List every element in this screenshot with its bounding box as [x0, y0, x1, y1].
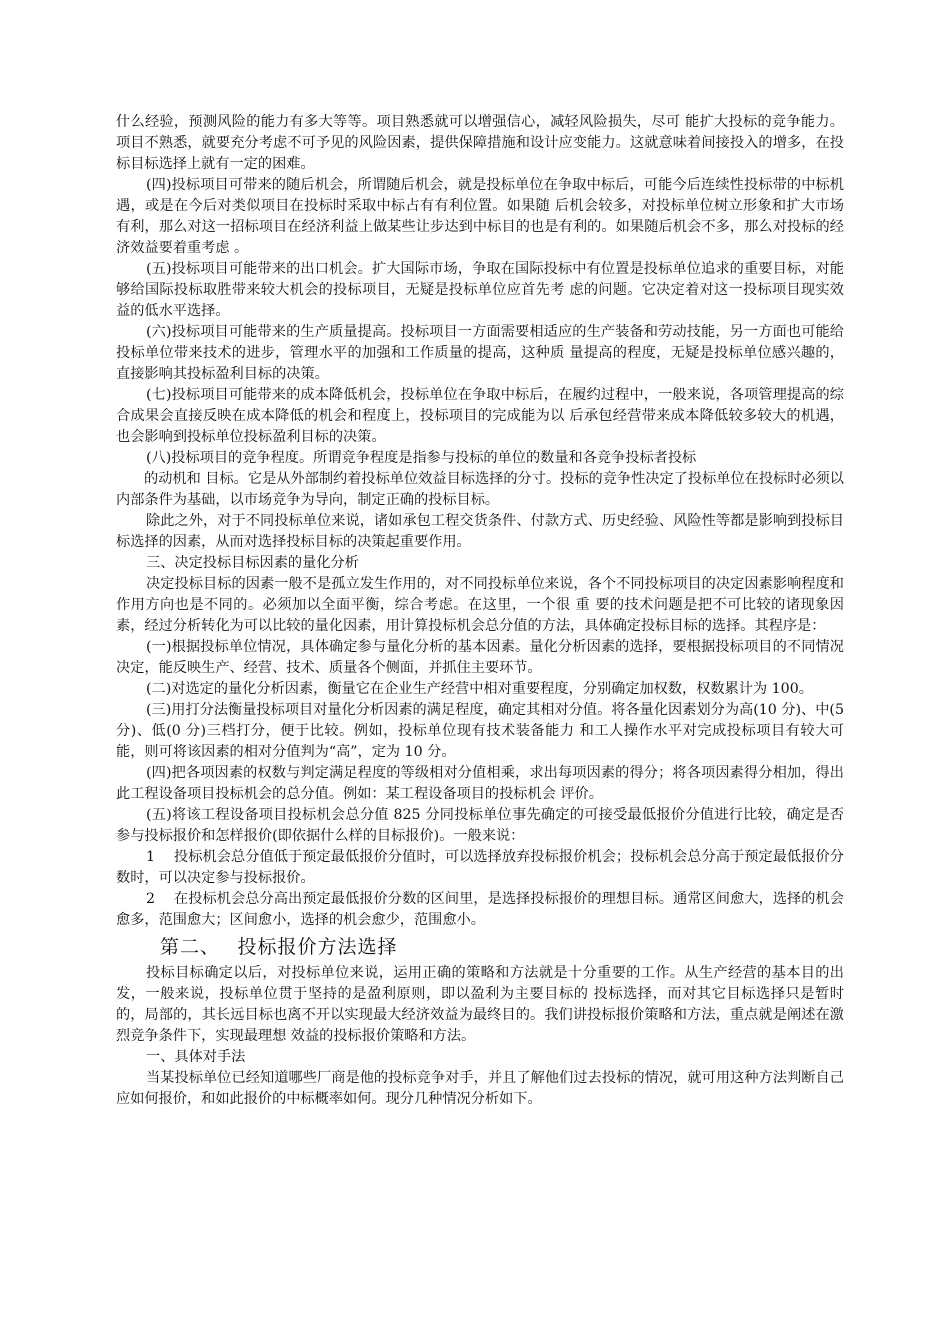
paragraph-step-3: (三)用打分法衡量投标项目对量化分析因素的满足程度，确定其相对分值。将各量化因素划分为高(10 分)、中(5 分)、低(0 分)三档打分，便于比较。例如，投标单位现有技术装备能力 和工人操作水平对完成投标项目有较大可能，则可将该因素的相对分值判为“高”，定为 10 分。: [116, 702, 844, 760]
paragraph-follow-up-opportunity: (四)投标项目可带来的随后机会，所谓随后机会，就是投标单位在争取中标后，可能今后连续性投标带的中标机遇，或是在今后对类似项目在投标时采取中标占有有利位置。如果随 后机会较多，对投标单位树立形象和扩大市场有利，那么对这一招标项目在经济利益上做某些让步达到中标目的也是有利的。如果随后机会不多，那么对投标的经济效益要着重考虑 。: [116, 177, 844, 256]
paragraph-export-opportunity: (五)投标项目可能带来的出口机会。扩大国际市场，争取在国际投标中有位置是投标单位追求的重要目标，对能够给国际投标取胜带来较大机会的投标项目，无疑是投标单位应首先考 虑的问题。它决定着对这一投标项目现实效益的低水平选择。: [116, 261, 844, 319]
paragraph-competition-degree: (八)投标项目的竞争程度。所谓竞争程度是指参与投标的单位的数量和各竞争投标者投标: [146, 450, 697, 466]
paragraph-step-1: (一)根据投标单位情况，具体确定参与量化分析的基本因素。量化分析因素的选择，要根据投标项目的不同情况决定，能反映生产、经营、技术、质量各个侧面，并抓住主要环节。: [116, 639, 844, 676]
paragraph-specific-opponent: 当某投标单位已经知道哪些厂商是他的投标竞争对手，并且了解他们过去投标的情况，就可用这种方法判断自己应如何报价，和如此报价的中标概率如何。现分几种情况分析如下。: [116, 1070, 844, 1107]
paragraph-cost-reduction: (七)投标项目可能带来的成本降低机会，投标单位在争取中标后，在履约过程中，一般来说，各项管理提高的综合成果会直接反映在成本降低的机会和程度上，投标项目的完成能为以 后承包经营带来成本降低较多较大的机遇，也会影响到投标单位投标盈利目标的决策。: [116, 387, 844, 445]
document-body: [116, 112, 844, 1110]
section-title-quantitative-analysis: 三、决定投标目标因素的量化分析: [146, 555, 359, 571]
paragraph-step-4: (四)把各项因素的权数与判定满足程度的等级相对分值相乘，求出每项因素的得分；将各项因素得分相加，得出此工程设备项目投标机会的总分值。例如：某工程设备项目的投标机会 评价。: [116, 765, 844, 802]
paragraph-other-factors: 除此之外，对于不同投标单位来说，诸如承包工程交货条件、付款方式、历史经验、风险性等都是影响到投标目标选择的因素，从而对选择投标目标的决策起重要作用。: [116, 513, 844, 550]
paragraph-risk-experience: 什么经验，预测风险的能力有多大等等。项目熟悉就可以增强信心，减轻风险损失，尽可 能扩大投标的竞争能力。项目不熟悉，就要充分考虑不可予见的风险因素，提供保障措施和设计应变能力。这就意味着间接投入的增多，在投标目标选择上就有一定的困难。: [116, 114, 844, 172]
paragraph-quality-improvement: (六)投标项目可能带来的生产质量提高。投标项目一方面需要相适应的生产装备和劳动技能，另一方面也可能给投标单位带来技术的进步，管理水平的加强和工作质量的提高，这种质 量提高的程度，无疑是投标单位感兴趣的，直接影响其投标盈利目标的决策。: [116, 324, 844, 382]
paragraph-quantitative-intro: 决定投标目标的因素一般不是孤立发生作用的，对不同投标单位来说，各个不同投标项目的决定因素影响程度和作用方向也是不同的。必须加以全面平衡，综合考虑。在这里，一个很 重 要的技术问题是把不可比较的诸现象因素，经过分析转化为可以比较的量化因素，用计算投标机会总分值的方法，具体确定投标目标的选择。其程序是：: [116, 576, 844, 634]
paragraph-rule-2: 2 在投标机会总分高出预定最低报价分数的区间里，是选择投标报价的理想目标。通常区间愈大，选择的机会愈多，范围愈大；区间愈小，选择的机会愈少，范围愈小。: [116, 891, 844, 928]
paragraph-rule-1: 1 投标机会总分值低于预定最低报价分值时，可以选择放弃投标报价机会；投标机会总分高于预定最低报价分数时，可以决定参与投标报价。: [116, 849, 844, 886]
chapter-heading: 第二、 投标报价方法选择: [160, 936, 398, 958]
paragraph-competition-degree-cont: 的动机和 目标。它是从外部制约着投标单位效益目标选择的分寸。投标的竞争性决定了投标单位在投标时必须以内部条件为基础，以市场竞争为导向，制定正确的投标目标。: [116, 471, 844, 508]
paragraph-step-5: (五)将该工程设备项目投标机会总分值 825 分同投标单位事先确定的可接受最低报价分值进行比较，确定是否参与投标报价和怎样报价(即依据什么样的目标报价)。一般来说：: [116, 807, 844, 844]
paragraph-step-2: (二)对选定的量化分析因素，衡量它在企业生产经营中相对重要程度，分别确定加权数，权数累计为 100。: [146, 681, 813, 697]
section-title-specific-opponent: 一、具体对手法: [146, 1049, 246, 1065]
paragraph-strategy-intro: 投标目标确定以后，对投标单位来说，运用正确的策略和方法就是十分重要的工作。从生产经营的基本目的出发，一般来说，投标单位贯于坚持的是盈利原则，即以盈利为主要目标的 投标选择，而对其它目标选择只是暂时的，局部的，其长远目标也离不开以实现最大经济效益为最终目的。我们讲投标报价策略和方法，重点就是阐述在激烈竞争条件下，实现最理想 效益的投标报价策略和方法。: [116, 965, 844, 1044]
